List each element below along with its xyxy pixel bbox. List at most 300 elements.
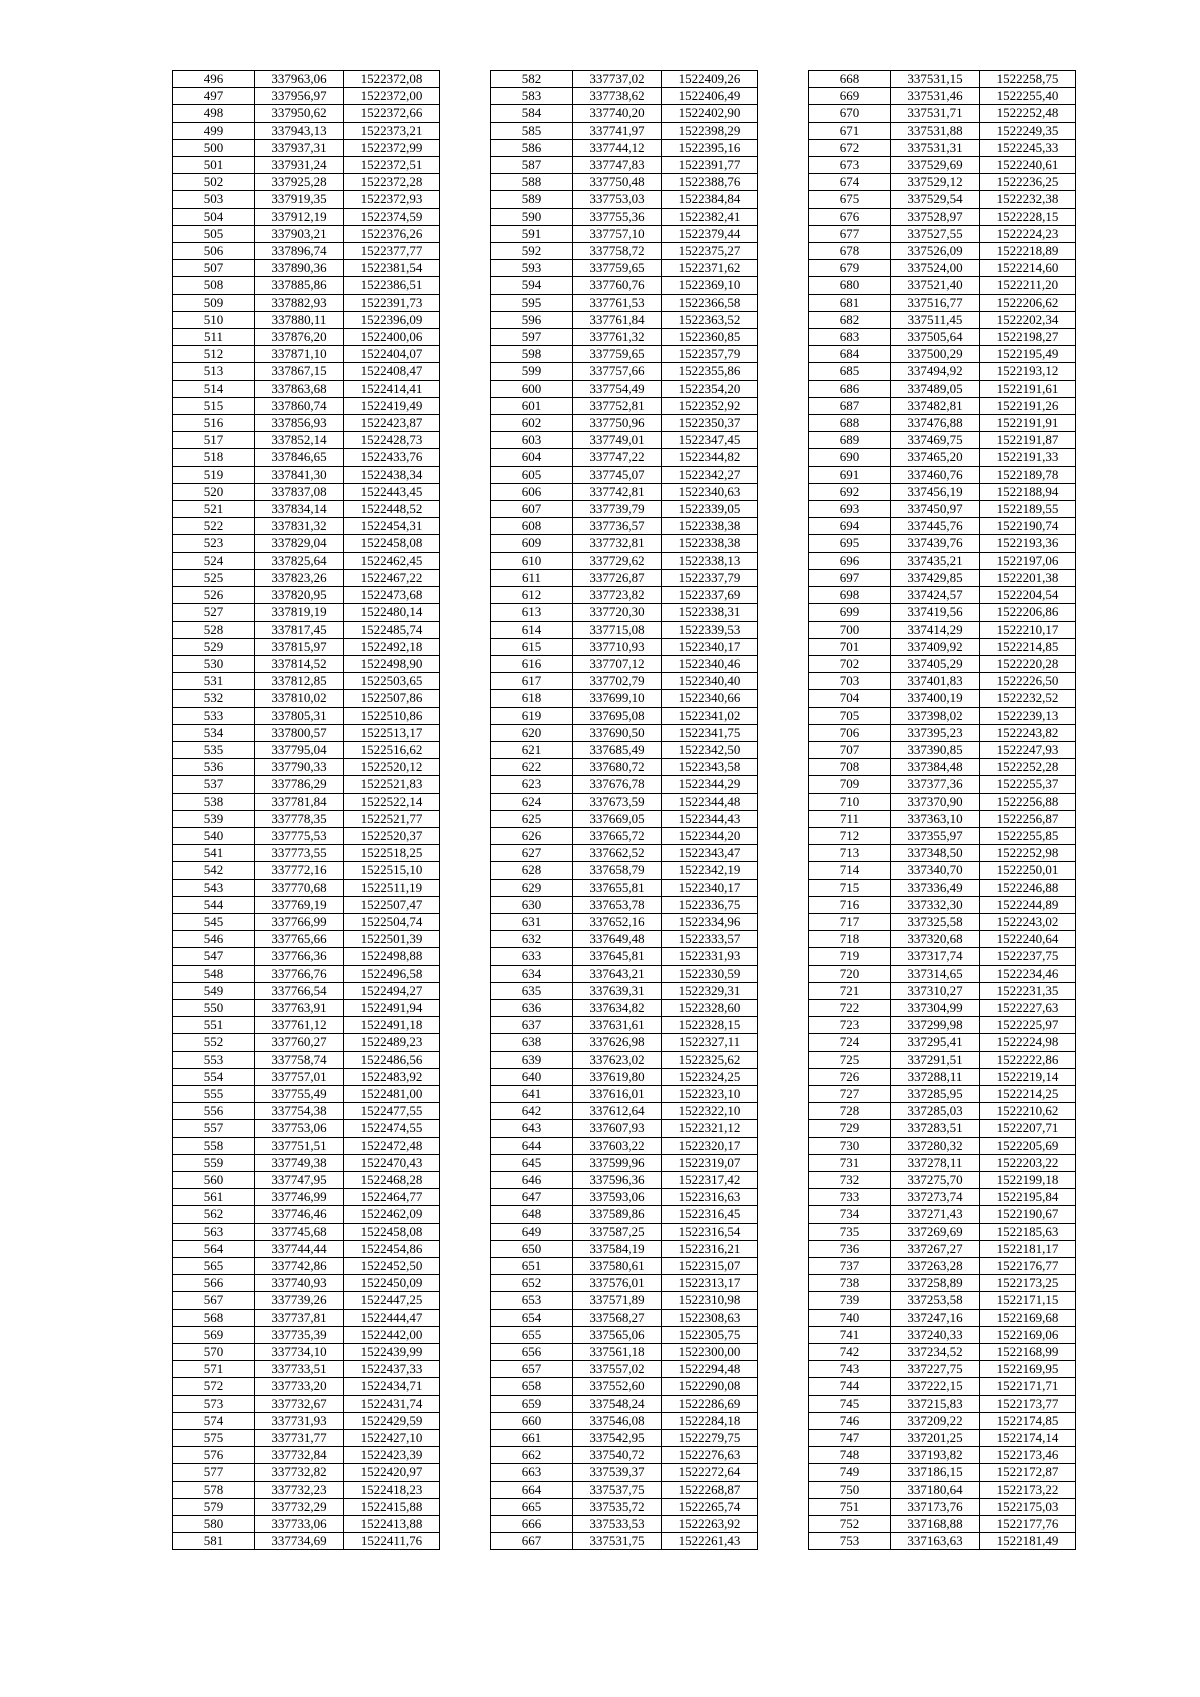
x-coordinate-cell: 337810,02 xyxy=(255,690,344,707)
table-row xyxy=(491,174,758,191)
y-coordinate-cell: 1522322,10 xyxy=(662,1103,758,1120)
point-number-cell: 619 xyxy=(491,707,573,724)
point-number-cell: 581 xyxy=(173,1533,255,1550)
y-coordinate-cell: 1522494,27 xyxy=(344,982,440,999)
y-coordinate-cell: 1522386,51 xyxy=(344,277,440,294)
table-row xyxy=(809,1430,1076,1447)
y-coordinate-cell: 1522261,43 xyxy=(662,1533,758,1550)
y-coordinate-cell: 1522415,88 xyxy=(344,1498,440,1515)
x-coordinate-cell: 337781,84 xyxy=(255,793,344,810)
y-coordinate-cell: 1522240,61 xyxy=(980,157,1076,174)
y-coordinate-cell: 1522222,86 xyxy=(980,1051,1076,1068)
point-number-cell: 559 xyxy=(173,1154,255,1171)
x-coordinate-cell: 337247,16 xyxy=(891,1309,980,1326)
table-row xyxy=(491,501,758,518)
y-coordinate-cell: 1522419,49 xyxy=(344,397,440,414)
point-number-cell: 712 xyxy=(809,827,891,844)
table-row xyxy=(809,139,1076,156)
x-coordinate-cell: 337310,27 xyxy=(891,982,980,999)
x-coordinate-cell: 337817,45 xyxy=(255,621,344,638)
point-number-cell: 692 xyxy=(809,483,891,500)
y-coordinate-cell: 1522321,12 xyxy=(662,1120,758,1137)
x-coordinate-cell: 337548,24 xyxy=(573,1395,662,1412)
x-coordinate-cell: 337795,04 xyxy=(255,741,344,758)
table-row xyxy=(809,311,1076,328)
y-coordinate-cell: 1522214,25 xyxy=(980,1085,1076,1102)
table-row xyxy=(809,535,1076,552)
x-coordinate-cell: 337871,10 xyxy=(255,346,344,363)
point-number-cell: 533 xyxy=(173,707,255,724)
y-coordinate-cell: 1522211,20 xyxy=(980,277,1076,294)
table-row xyxy=(809,88,1076,105)
point-number-cell: 561 xyxy=(173,1189,255,1206)
point-number-cell: 513 xyxy=(173,363,255,380)
y-coordinate-cell: 1522218,89 xyxy=(980,243,1076,260)
y-coordinate-cell: 1522504,74 xyxy=(344,913,440,930)
y-coordinate-cell: 1522452,50 xyxy=(344,1258,440,1275)
point-number-cell: 568 xyxy=(173,1309,255,1326)
x-coordinate-cell: 337535,72 xyxy=(573,1498,662,1515)
table-row xyxy=(809,673,1076,690)
y-coordinate-cell: 1522191,61 xyxy=(980,380,1076,397)
point-number-cell: 683 xyxy=(809,329,891,346)
x-coordinate-cell: 337950,62 xyxy=(255,105,344,122)
table-row xyxy=(809,1447,1076,1464)
y-coordinate-cell: 1522227,63 xyxy=(980,999,1076,1016)
y-coordinate-cell: 1522249,35 xyxy=(980,122,1076,139)
x-coordinate-cell: 337925,28 xyxy=(255,174,344,191)
point-number-cell: 640 xyxy=(491,1068,573,1085)
x-coordinate-cell: 337163,63 xyxy=(891,1533,980,1550)
table-row xyxy=(491,1223,758,1240)
x-coordinate-cell: 337529,12 xyxy=(891,174,980,191)
table-row xyxy=(809,1137,1076,1154)
point-number-cell: 531 xyxy=(173,673,255,690)
table-row xyxy=(173,741,440,758)
x-coordinate-cell: 337317,74 xyxy=(891,948,980,965)
point-number-cell: 506 xyxy=(173,243,255,260)
x-coordinate-cell: 337414,29 xyxy=(891,621,980,638)
y-coordinate-cell: 1522483,92 xyxy=(344,1068,440,1085)
table-row xyxy=(809,1326,1076,1343)
y-coordinate-cell: 1522220,28 xyxy=(980,655,1076,672)
x-coordinate-cell: 337766,36 xyxy=(255,948,344,965)
x-coordinate-cell: 337619,80 xyxy=(573,1068,662,1085)
point-number-cell: 710 xyxy=(809,793,891,810)
table-row xyxy=(491,1430,758,1447)
table-row xyxy=(173,277,440,294)
point-number-cell: 538 xyxy=(173,793,255,810)
y-coordinate-cell: 1522458,08 xyxy=(344,535,440,552)
table-row xyxy=(809,1034,1076,1051)
point-number-cell: 700 xyxy=(809,621,891,638)
y-coordinate-cell: 1522300,00 xyxy=(662,1344,758,1361)
x-coordinate-cell: 337819,19 xyxy=(255,604,344,621)
point-number-cell: 718 xyxy=(809,931,891,948)
table-row xyxy=(173,1447,440,1464)
x-coordinate-cell: 337937,31 xyxy=(255,139,344,156)
y-coordinate-cell: 1522480,14 xyxy=(344,604,440,621)
table-row xyxy=(173,311,440,328)
x-coordinate-cell: 337775,53 xyxy=(255,827,344,844)
x-coordinate-cell: 337695,08 xyxy=(573,707,662,724)
point-number-cell: 739 xyxy=(809,1292,891,1309)
y-coordinate-cell: 1522319,07 xyxy=(662,1154,758,1171)
point-number-cell: 747 xyxy=(809,1430,891,1447)
point-number-cell: 593 xyxy=(491,260,573,277)
point-number-cell: 735 xyxy=(809,1223,891,1240)
table-row xyxy=(491,225,758,242)
x-coordinate-cell: 337370,90 xyxy=(891,793,980,810)
y-coordinate-cell: 1522256,87 xyxy=(980,810,1076,827)
point-number-cell: 726 xyxy=(809,1068,891,1085)
point-number-cell: 693 xyxy=(809,501,891,518)
y-coordinate-cell: 1522265,74 xyxy=(662,1498,758,1515)
point-number-cell: 515 xyxy=(173,397,255,414)
y-coordinate-cell: 1522344,43 xyxy=(662,810,758,827)
point-number-cell: 584 xyxy=(491,105,573,122)
y-coordinate-cell: 1522420,97 xyxy=(344,1464,440,1481)
x-coordinate-cell: 337589,86 xyxy=(573,1206,662,1223)
point-number-cell: 709 xyxy=(809,776,891,793)
y-coordinate-cell: 1522316,21 xyxy=(662,1240,758,1257)
x-coordinate-cell: 337732,23 xyxy=(255,1481,344,1498)
point-number-cell: 641 xyxy=(491,1085,573,1102)
y-coordinate-cell: 1522442,00 xyxy=(344,1326,440,1343)
coordinate-table-1 xyxy=(172,70,440,1550)
x-coordinate-cell: 337742,81 xyxy=(573,483,662,500)
x-coordinate-cell: 337746,99 xyxy=(255,1189,344,1206)
y-coordinate-cell: 1522437,33 xyxy=(344,1361,440,1378)
point-number-cell: 706 xyxy=(809,724,891,741)
point-number-cell: 752 xyxy=(809,1516,891,1533)
point-number-cell: 732 xyxy=(809,1172,891,1189)
table-row xyxy=(173,1275,440,1292)
table-row xyxy=(173,1172,440,1189)
point-number-cell: 664 xyxy=(491,1481,573,1498)
point-number-cell: 702 xyxy=(809,655,891,672)
table-row xyxy=(173,1034,440,1051)
x-coordinate-cell: 337363,10 xyxy=(891,810,980,827)
point-number-cell: 575 xyxy=(173,1430,255,1447)
point-number-cell: 498 xyxy=(173,105,255,122)
y-coordinate-cell: 1522343,58 xyxy=(662,759,758,776)
x-coordinate-cell: 337673,59 xyxy=(573,793,662,810)
y-coordinate-cell: 1522340,46 xyxy=(662,655,758,672)
x-coordinate-cell: 337943,13 xyxy=(255,122,344,139)
x-coordinate-cell: 337710,93 xyxy=(573,638,662,655)
table-row xyxy=(809,638,1076,655)
point-number-cell: 721 xyxy=(809,982,891,999)
table-row xyxy=(173,999,440,1016)
point-number-cell: 714 xyxy=(809,862,891,879)
y-coordinate-cell: 1522234,46 xyxy=(980,965,1076,982)
table-row xyxy=(809,759,1076,776)
y-coordinate-cell: 1522522,14 xyxy=(344,793,440,810)
table-row xyxy=(809,569,1076,586)
x-coordinate-cell: 337542,95 xyxy=(573,1430,662,1447)
x-coordinate-cell: 337531,88 xyxy=(891,122,980,139)
point-number-cell: 523 xyxy=(173,535,255,552)
y-coordinate-cell: 1522409,26 xyxy=(662,71,758,88)
point-number-cell: 705 xyxy=(809,707,891,724)
table-row xyxy=(491,1240,758,1257)
table-row xyxy=(173,1498,440,1515)
x-coordinate-cell: 337757,01 xyxy=(255,1068,344,1085)
table-row xyxy=(491,621,758,638)
x-coordinate-cell: 337745,68 xyxy=(255,1223,344,1240)
table-row xyxy=(809,1223,1076,1240)
table-row xyxy=(491,1326,758,1343)
x-coordinate-cell: 337856,93 xyxy=(255,415,344,432)
point-number-cell: 605 xyxy=(491,466,573,483)
table-row xyxy=(173,415,440,432)
y-coordinate-cell: 1522375,27 xyxy=(662,243,758,260)
table-row xyxy=(173,776,440,793)
point-number-cell: 728 xyxy=(809,1103,891,1120)
point-number-cell: 571 xyxy=(173,1361,255,1378)
y-coordinate-cell: 1522404,07 xyxy=(344,346,440,363)
table-row xyxy=(491,827,758,844)
point-number-cell: 679 xyxy=(809,260,891,277)
table-row xyxy=(491,569,758,586)
y-coordinate-cell: 1522510,86 xyxy=(344,707,440,724)
x-coordinate-cell: 337812,85 xyxy=(255,673,344,690)
point-number-cell: 734 xyxy=(809,1206,891,1223)
table-row xyxy=(809,707,1076,724)
table-row xyxy=(809,1258,1076,1275)
point-number-cell: 573 xyxy=(173,1395,255,1412)
table-row xyxy=(491,879,758,896)
table-row xyxy=(173,139,440,156)
x-coordinate-cell: 337754,38 xyxy=(255,1103,344,1120)
y-coordinate-cell: 1522352,92 xyxy=(662,397,758,414)
x-coordinate-cell: 337603,22 xyxy=(573,1137,662,1154)
x-coordinate-cell: 337745,07 xyxy=(573,466,662,483)
x-coordinate-cell: 337655,81 xyxy=(573,879,662,896)
point-number-cell: 620 xyxy=(491,724,573,741)
x-coordinate-cell: 337419,56 xyxy=(891,604,980,621)
y-coordinate-cell: 1522245,33 xyxy=(980,139,1076,156)
x-coordinate-cell: 337702,79 xyxy=(573,673,662,690)
y-coordinate-cell: 1522258,75 xyxy=(980,71,1076,88)
point-number-cell: 517 xyxy=(173,432,255,449)
point-number-cell: 549 xyxy=(173,982,255,999)
x-coordinate-cell: 337885,86 xyxy=(255,277,344,294)
x-coordinate-cell: 337320,68 xyxy=(891,931,980,948)
x-coordinate-cell: 337747,95 xyxy=(255,1172,344,1189)
point-number-cell: 618 xyxy=(491,690,573,707)
point-number-cell: 742 xyxy=(809,1344,891,1361)
y-coordinate-cell: 1522243,82 xyxy=(980,724,1076,741)
point-number-cell: 671 xyxy=(809,122,891,139)
y-coordinate-cell: 1522250,01 xyxy=(980,862,1076,879)
y-coordinate-cell: 1522372,99 xyxy=(344,139,440,156)
point-number-cell: 717 xyxy=(809,913,891,930)
table-row xyxy=(491,759,758,776)
x-coordinate-cell: 337744,12 xyxy=(573,139,662,156)
table-row xyxy=(173,1464,440,1481)
y-coordinate-cell: 1522468,28 xyxy=(344,1172,440,1189)
y-coordinate-cell: 1522344,48 xyxy=(662,793,758,810)
table-row xyxy=(809,329,1076,346)
y-coordinate-cell: 1522240,64 xyxy=(980,931,1076,948)
point-number-cell: 555 xyxy=(173,1085,255,1102)
point-number-cell: 648 xyxy=(491,1206,573,1223)
point-number-cell: 713 xyxy=(809,845,891,862)
point-number-cell: 627 xyxy=(491,845,573,862)
table-row xyxy=(173,1103,440,1120)
table-row xyxy=(491,931,758,948)
table-row xyxy=(491,1017,758,1034)
point-number-cell: 499 xyxy=(173,122,255,139)
y-coordinate-cell: 1522327,11 xyxy=(662,1034,758,1051)
table-row xyxy=(809,621,1076,638)
table-row xyxy=(809,655,1076,672)
x-coordinate-cell: 337435,21 xyxy=(891,552,980,569)
x-coordinate-cell: 337258,89 xyxy=(891,1275,980,1292)
point-number-cell: 651 xyxy=(491,1258,573,1275)
point-number-cell: 564 xyxy=(173,1240,255,1257)
point-number-cell: 545 xyxy=(173,913,255,930)
point-number-cell: 594 xyxy=(491,277,573,294)
table-row xyxy=(173,157,440,174)
point-number-cell: 556 xyxy=(173,1103,255,1120)
y-coordinate-cell: 1522427,10 xyxy=(344,1430,440,1447)
y-coordinate-cell: 1522518,25 xyxy=(344,845,440,862)
table-row xyxy=(809,1464,1076,1481)
table-row xyxy=(173,1017,440,1034)
table-row xyxy=(491,277,758,294)
point-number-cell: 558 xyxy=(173,1137,255,1154)
y-coordinate-cell: 1522168,99 xyxy=(980,1344,1076,1361)
x-coordinate-cell: 337209,22 xyxy=(891,1412,980,1429)
point-number-cell: 722 xyxy=(809,999,891,1016)
x-coordinate-cell: 337732,29 xyxy=(255,1498,344,1515)
table-row xyxy=(173,931,440,948)
point-number-cell: 630 xyxy=(491,896,573,913)
y-coordinate-cell: 1522347,45 xyxy=(662,432,758,449)
x-coordinate-cell: 337751,51 xyxy=(255,1137,344,1154)
x-coordinate-cell: 337476,88 xyxy=(891,415,980,432)
x-coordinate-cell: 337734,69 xyxy=(255,1533,344,1550)
x-coordinate-cell: 337531,46 xyxy=(891,88,980,105)
y-coordinate-cell: 1522520,12 xyxy=(344,759,440,776)
table-row xyxy=(173,397,440,414)
y-coordinate-cell: 1522329,31 xyxy=(662,982,758,999)
x-coordinate-cell: 337731,93 xyxy=(255,1412,344,1429)
x-coordinate-cell: 337699,10 xyxy=(573,690,662,707)
table-row xyxy=(809,879,1076,896)
x-coordinate-cell: 337524,00 xyxy=(891,260,980,277)
table-row xyxy=(809,1068,1076,1085)
y-coordinate-cell: 1522338,38 xyxy=(662,518,758,535)
point-number-cell: 643 xyxy=(491,1120,573,1137)
y-coordinate-cell: 1522328,60 xyxy=(662,999,758,1016)
y-coordinate-cell: 1522173,25 xyxy=(980,1275,1076,1292)
x-coordinate-cell: 337626,98 xyxy=(573,1034,662,1051)
y-coordinate-cell: 1522340,63 xyxy=(662,483,758,500)
point-number-cell: 590 xyxy=(491,208,573,225)
table-row xyxy=(491,965,758,982)
x-coordinate-cell: 337529,69 xyxy=(891,157,980,174)
point-number-cell: 652 xyxy=(491,1275,573,1292)
point-number-cell: 695 xyxy=(809,535,891,552)
y-coordinate-cell: 1522316,63 xyxy=(662,1189,758,1206)
x-coordinate-cell: 337460,76 xyxy=(891,466,980,483)
x-coordinate-cell: 337746,46 xyxy=(255,1206,344,1223)
x-coordinate-cell: 337384,48 xyxy=(891,759,980,776)
table-row xyxy=(809,449,1076,466)
x-coordinate-cell: 337825,64 xyxy=(255,552,344,569)
x-coordinate-cell: 337963,06 xyxy=(255,71,344,88)
x-coordinate-cell: 337760,27 xyxy=(255,1034,344,1051)
x-coordinate-cell: 337747,83 xyxy=(573,157,662,174)
table-row xyxy=(809,1189,1076,1206)
y-coordinate-cell: 1522255,37 xyxy=(980,776,1076,793)
table-row xyxy=(491,1172,758,1189)
table-row xyxy=(491,1309,758,1326)
x-coordinate-cell: 337561,18 xyxy=(573,1344,662,1361)
x-coordinate-cell: 337587,25 xyxy=(573,1223,662,1240)
y-coordinate-cell: 1522473,68 xyxy=(344,587,440,604)
x-coordinate-cell: 337734,10 xyxy=(255,1344,344,1361)
point-number-cell: 596 xyxy=(491,311,573,328)
point-number-cell: 753 xyxy=(809,1533,891,1550)
y-coordinate-cell: 1522310,98 xyxy=(662,1292,758,1309)
x-coordinate-cell: 337814,52 xyxy=(255,655,344,672)
x-coordinate-cell: 337680,72 xyxy=(573,759,662,776)
table-row xyxy=(173,1120,440,1137)
x-coordinate-cell: 337253,58 xyxy=(891,1292,980,1309)
y-coordinate-cell: 1522467,22 xyxy=(344,569,440,586)
y-coordinate-cell: 1522342,50 xyxy=(662,741,758,758)
y-coordinate-cell: 1522328,15 xyxy=(662,1017,758,1034)
x-coordinate-cell: 337469,75 xyxy=(891,432,980,449)
point-number-cell: 646 xyxy=(491,1172,573,1189)
point-number-cell: 610 xyxy=(491,552,573,569)
y-coordinate-cell: 1522173,77 xyxy=(980,1395,1076,1412)
point-number-cell: 699 xyxy=(809,604,891,621)
x-coordinate-cell: 337759,65 xyxy=(573,346,662,363)
table-row xyxy=(809,1120,1076,1137)
y-coordinate-cell: 1522372,93 xyxy=(344,191,440,208)
table-row xyxy=(491,690,758,707)
y-coordinate-cell: 1522226,50 xyxy=(980,673,1076,690)
x-coordinate-cell: 337580,61 xyxy=(573,1258,662,1275)
table-row xyxy=(809,1378,1076,1395)
x-coordinate-cell: 337531,75 xyxy=(573,1533,662,1550)
y-coordinate-cell: 1522171,71 xyxy=(980,1378,1076,1395)
y-coordinate-cell: 1522338,31 xyxy=(662,604,758,621)
table-row xyxy=(173,225,440,242)
y-coordinate-cell: 1522357,79 xyxy=(662,346,758,363)
point-number-cell: 534 xyxy=(173,724,255,741)
y-coordinate-cell: 1522458,08 xyxy=(344,1223,440,1240)
point-number-cell: 547 xyxy=(173,948,255,965)
point-number-cell: 686 xyxy=(809,380,891,397)
y-coordinate-cell: 1522428,73 xyxy=(344,432,440,449)
table-row xyxy=(809,1172,1076,1189)
table-row xyxy=(491,810,758,827)
point-number-cell: 667 xyxy=(491,1533,573,1550)
x-coordinate-cell: 337880,11 xyxy=(255,311,344,328)
table-row xyxy=(491,655,758,672)
point-number-cell: 744 xyxy=(809,1378,891,1395)
point-number-cell: 557 xyxy=(173,1120,255,1137)
point-number-cell: 570 xyxy=(173,1344,255,1361)
y-coordinate-cell: 1522340,40 xyxy=(662,673,758,690)
